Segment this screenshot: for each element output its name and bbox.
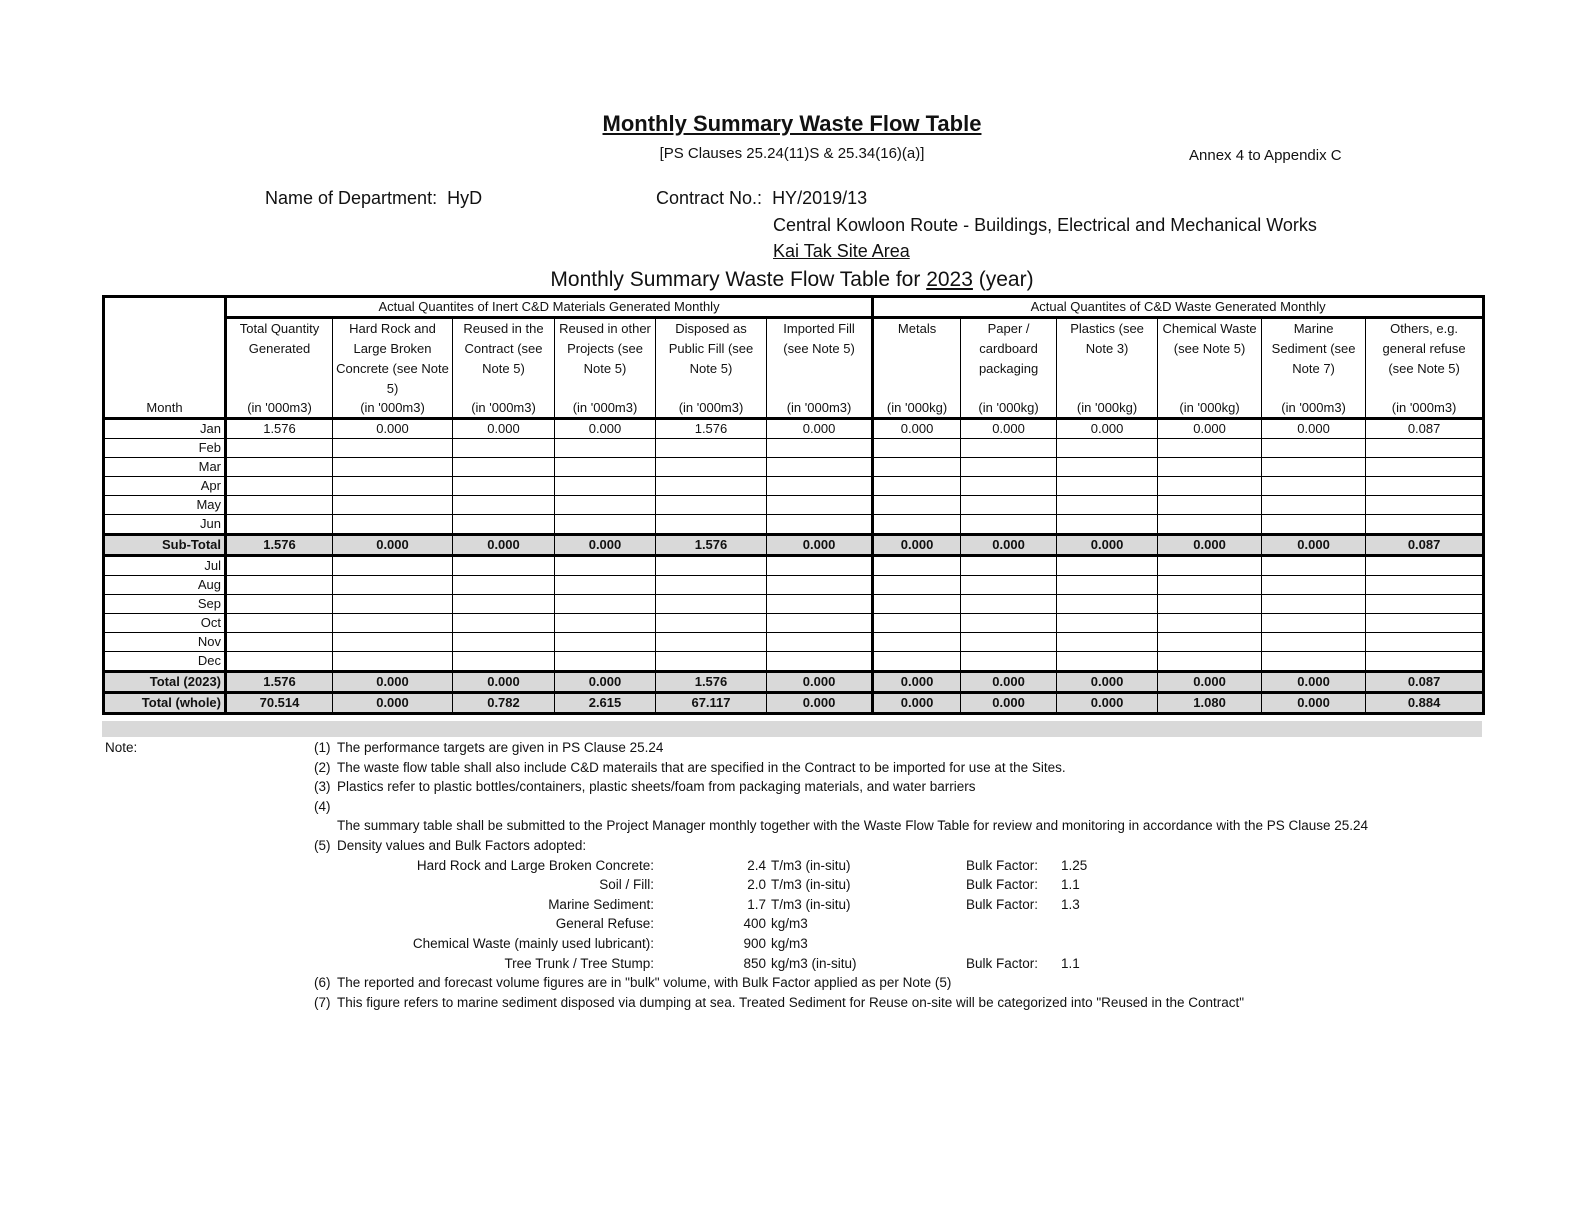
value-cell: 0.000 xyxy=(961,419,1057,439)
month-cell: Aug xyxy=(104,576,226,595)
column-header: Total Quantity Generated xyxy=(226,318,333,400)
note-text: Density values and Bulk Factors adopted: xyxy=(337,838,587,853)
value-cell xyxy=(1158,576,1262,595)
density-label: Chemical Waste (mainly used lubricant): xyxy=(412,936,654,951)
table-title-prefix: Monthly Summary Waste Flow Table for xyxy=(550,268,921,291)
value-cell: 0.000 xyxy=(333,419,453,439)
value-cell xyxy=(1366,458,1484,477)
column-unit: (in '000kg) xyxy=(961,399,1057,419)
note-number: (1) xyxy=(314,740,331,755)
value-cell: 0.087 xyxy=(1366,672,1484,693)
value-cell xyxy=(873,458,961,477)
value-cell: 1.080 xyxy=(1158,693,1262,714)
value-cell: 0.000 xyxy=(767,672,873,693)
month-cell: Oct xyxy=(104,614,226,633)
value-cell xyxy=(555,439,656,458)
column-header: Others, e.g. general refuse (see Note 5) xyxy=(1366,318,1484,400)
value-cell xyxy=(1262,515,1366,535)
month-cell: Jul xyxy=(104,556,226,576)
density-label: Tree Trunk / Tree Stump: xyxy=(504,955,654,971)
value-cell xyxy=(1057,652,1158,672)
value-cell xyxy=(1057,576,1158,595)
value-cell xyxy=(961,477,1057,496)
month-cell: Total (whole) xyxy=(104,693,226,714)
value-cell xyxy=(226,515,333,535)
column-unit: (in '000m3) xyxy=(453,399,555,419)
density-label: Hard Rock and Large Broken Concrete: xyxy=(416,857,654,873)
note-text: The reported and forecast volume figures are in "bulk" volume, with Bulk Factor applied as per Note (5) xyxy=(337,975,952,991)
waste-flow-table xyxy=(102,295,1485,715)
density-label: Marine Sediment: xyxy=(548,896,654,912)
value-cell xyxy=(1158,633,1262,652)
table-row xyxy=(104,496,1484,515)
value-cell xyxy=(1366,439,1484,458)
month-cell: Nov xyxy=(104,633,226,652)
value-cell xyxy=(1057,556,1158,576)
density-value: 2.4 xyxy=(747,857,766,873)
value-cell: 2.615 xyxy=(555,693,656,714)
value-cell xyxy=(961,515,1057,535)
table-row xyxy=(104,477,1484,496)
bulk-factor-label: Bulk Factor: xyxy=(966,955,1039,971)
month-cell: Sub-Total xyxy=(104,535,226,556)
value-cell: 1.576 xyxy=(656,672,767,693)
value-cell: 0.000 xyxy=(555,419,656,439)
value-cell: 0.000 xyxy=(873,693,961,714)
month-cell: Jun xyxy=(104,515,226,535)
value-cell xyxy=(453,439,555,458)
department xyxy=(265,188,482,209)
value-cell xyxy=(226,477,333,496)
value-cell xyxy=(1366,576,1484,595)
bulk-factor-label: Bulk Factor: xyxy=(966,896,1039,912)
note-text: The performance targets are given in PS Clause 25.24 xyxy=(337,740,664,755)
value-cell xyxy=(1158,652,1262,672)
value-cell xyxy=(656,576,767,595)
value-cell xyxy=(226,633,333,652)
month-cell: Sep xyxy=(104,595,226,614)
column-header: Reused in the Contract (see Note 5) xyxy=(453,318,555,400)
value-cell xyxy=(555,595,656,614)
density-unit: T/m3 (in-situ) xyxy=(771,857,851,873)
value-cell xyxy=(226,439,333,458)
value-cell xyxy=(555,496,656,515)
note-number: (7) xyxy=(314,994,331,1010)
table-row xyxy=(104,576,1484,595)
column-header: Disposed as Public Fill (see Note 5) xyxy=(656,318,767,400)
group-header-row xyxy=(104,297,1484,318)
value-cell: 0.884 xyxy=(1366,693,1484,714)
value-cell xyxy=(1158,556,1262,576)
value-cell xyxy=(333,477,453,496)
value-cell xyxy=(333,576,453,595)
density-value: 400 xyxy=(743,916,766,932)
value-cell: 0.000 xyxy=(333,535,453,556)
value-cell xyxy=(656,496,767,515)
note-text: Plastics refer to plastic bottles/containers, plastic sheets/foam from packaging materials, and water barriers xyxy=(337,779,976,795)
value-cell xyxy=(1262,652,1366,672)
table-row xyxy=(104,419,1484,439)
note-text: The waste flow table shall also include C&D materails that are specified in the Contract to be imported for use at the Sites. xyxy=(337,759,1066,775)
column-unit: (in '000m3) xyxy=(656,399,767,419)
contract-label: Contract No.: xyxy=(656,188,763,208)
value-cell: 0.000 xyxy=(1158,535,1262,556)
value-cell: 0.000 xyxy=(1057,672,1158,693)
value-cell xyxy=(961,614,1057,633)
value-cell xyxy=(873,496,961,515)
value-cell xyxy=(1158,515,1262,535)
column-unit: (in '000m3) xyxy=(1262,399,1366,419)
value-cell: 0.782 xyxy=(453,693,555,714)
density-value: 850 xyxy=(743,955,766,971)
value-cell xyxy=(1366,477,1484,496)
table-row xyxy=(104,633,1484,652)
project-name: Central Kowloon Route - Buildings, Electrical and Mechanical Works xyxy=(773,215,1317,235)
value-cell xyxy=(226,652,333,672)
table-row xyxy=(104,458,1484,477)
value-cell xyxy=(555,458,656,477)
value-cell: 0.087 xyxy=(1366,419,1484,439)
value-cell xyxy=(453,496,555,515)
value-cell xyxy=(1158,595,1262,614)
value-cell xyxy=(656,515,767,535)
density-unit: kg/m3 xyxy=(771,916,808,932)
value-cell xyxy=(767,652,873,672)
value-cell xyxy=(1057,614,1158,633)
value-cell xyxy=(961,633,1057,652)
column-unit: (in '000m3) xyxy=(333,399,453,419)
value-cell xyxy=(1262,633,1366,652)
value-cell xyxy=(873,652,961,672)
value-cell xyxy=(1057,458,1158,477)
value-cell xyxy=(1158,477,1262,496)
table-row xyxy=(104,652,1484,672)
value-cell xyxy=(453,614,555,633)
value-cell xyxy=(333,652,453,672)
value-cell xyxy=(1366,652,1484,672)
value-cell xyxy=(333,515,453,535)
note-number: (6) xyxy=(314,975,331,991)
value-cell: 0.000 xyxy=(1262,693,1366,714)
value-cell xyxy=(767,496,873,515)
bulk-factor-value: 1.1 xyxy=(1061,955,1080,971)
value-cell xyxy=(453,595,555,614)
value-cell xyxy=(873,576,961,595)
value-cell: 0.000 xyxy=(961,535,1057,556)
bulk-factor-value: 1.3 xyxy=(1061,896,1080,912)
column-header: Marine Sediment (see Note 7) xyxy=(1262,318,1366,400)
value-cell xyxy=(1262,496,1366,515)
value-cell xyxy=(873,595,961,614)
value-cell xyxy=(1366,595,1484,614)
column-unit: (in '000kg) xyxy=(873,399,961,419)
value-cell xyxy=(767,477,873,496)
value-cell xyxy=(1057,439,1158,458)
value-cell xyxy=(1262,439,1366,458)
total-row xyxy=(104,693,1484,714)
value-cell xyxy=(767,633,873,652)
value-cell xyxy=(333,595,453,614)
table-title xyxy=(0,268,1584,292)
density-label: General Refuse: xyxy=(555,916,654,932)
notes-label: Note: xyxy=(105,740,138,755)
value-cell: 0.000 xyxy=(1057,419,1158,439)
value-cell xyxy=(1158,496,1262,515)
table-row xyxy=(104,614,1484,633)
month-header: Month xyxy=(104,297,226,419)
value-cell xyxy=(1057,496,1158,515)
value-cell xyxy=(1262,595,1366,614)
site-area: Kai Tak Site Area xyxy=(773,241,910,261)
value-cell xyxy=(1262,556,1366,576)
value-cell: 0.000 xyxy=(1057,535,1158,556)
value-cell xyxy=(873,556,961,576)
value-cell xyxy=(656,595,767,614)
value-cell xyxy=(453,556,555,576)
total-row xyxy=(104,535,1484,556)
value-cell xyxy=(555,515,656,535)
value-cell: 0.000 xyxy=(873,672,961,693)
value-cell xyxy=(1057,633,1158,652)
value-cell: 0.000 xyxy=(1057,693,1158,714)
value-cell xyxy=(873,633,961,652)
value-cell xyxy=(767,614,873,633)
bulk-factor-value: 1.1 xyxy=(1061,877,1080,893)
table-row xyxy=(104,439,1484,458)
column-unit: (in '000kg) xyxy=(1158,399,1262,419)
value-cell xyxy=(961,458,1057,477)
value-cell: 0.000 xyxy=(873,419,961,439)
value-cell: 1.576 xyxy=(226,419,333,439)
month-cell: Jan xyxy=(104,419,226,439)
page-title: Monthly Summary Waste Flow Table xyxy=(602,111,982,136)
value-cell xyxy=(453,652,555,672)
density-value: 900 xyxy=(743,936,766,951)
value-cell xyxy=(961,652,1057,672)
density-unit: T/m3 (in-situ) xyxy=(771,896,851,912)
value-cell: 0.000 xyxy=(767,535,873,556)
bulk-factor-label: Bulk Factor: xyxy=(966,877,1039,893)
value-cell xyxy=(767,439,873,458)
value-cell xyxy=(656,633,767,652)
value-cell xyxy=(555,633,656,652)
value-cell xyxy=(767,556,873,576)
value-cell xyxy=(226,556,333,576)
value-cell: 0.000 xyxy=(555,672,656,693)
note-number: (4) xyxy=(314,798,331,814)
value-cell xyxy=(555,652,656,672)
note-text: This figure refers to marine sediment disposed via dumping at sea. Treated Sediment for Reuse on-site will be categorized into "Reused in the Contract" xyxy=(337,994,1245,1010)
value-cell xyxy=(961,556,1057,576)
value-cell: 0.000 xyxy=(555,535,656,556)
column-header: Reused in other Projects (see Note 5) xyxy=(555,318,656,400)
note-number: (3) xyxy=(314,779,331,795)
value-cell xyxy=(1057,477,1158,496)
value-cell xyxy=(961,595,1057,614)
bulk-factor-value: 1.25 xyxy=(1061,857,1088,873)
column-header: Hard Rock and Large Broken Concrete (see Note 5) xyxy=(333,318,453,400)
value-cell: 0.087 xyxy=(1366,535,1484,556)
value-cell: 67.117 xyxy=(656,693,767,714)
value-cell: 0.000 xyxy=(1158,672,1262,693)
value-cell xyxy=(555,477,656,496)
group-inert-header: Actual Quantites of Inert C&D Materials Generated Monthly xyxy=(226,297,873,318)
value-cell xyxy=(1057,595,1158,614)
value-cell xyxy=(1262,458,1366,477)
value-cell: 1.576 xyxy=(656,419,767,439)
bulk-factor-label: Bulk Factor: xyxy=(966,857,1039,873)
column-header: Metals xyxy=(873,318,961,400)
value-cell xyxy=(656,477,767,496)
value-cell xyxy=(961,576,1057,595)
value-cell xyxy=(873,477,961,496)
table-title-year: 2023 xyxy=(926,268,973,291)
value-cell: 0.000 xyxy=(767,419,873,439)
value-cell: 1.576 xyxy=(656,535,767,556)
table-footer-bar xyxy=(102,721,1482,737)
column-header: Plastics (see Note 3) xyxy=(1057,318,1158,400)
table-row xyxy=(104,595,1484,614)
value-cell xyxy=(1366,496,1484,515)
value-cell xyxy=(555,576,656,595)
value-cell xyxy=(767,458,873,477)
value-cell xyxy=(656,556,767,576)
value-cell: 0.000 xyxy=(453,419,555,439)
value-cell xyxy=(226,496,333,515)
value-cell: 70.514 xyxy=(226,693,333,714)
value-cell xyxy=(1158,458,1262,477)
value-cell: 0.000 xyxy=(767,693,873,714)
value-cell xyxy=(453,515,555,535)
column-unit: (in '000m3) xyxy=(555,399,656,419)
value-cell xyxy=(453,576,555,595)
note-number: (5) xyxy=(314,838,331,853)
value-cell xyxy=(873,614,961,633)
value-cell: 0.000 xyxy=(453,672,555,693)
month-cell: Dec xyxy=(104,652,226,672)
column-header-row xyxy=(104,318,1484,400)
note-text: The summary table shall be submitted to the Project Manager monthly together with the Waste Flow Table for review and monitoring in accordance with the PS Clause 25.24 xyxy=(337,818,1369,834)
value-cell xyxy=(873,515,961,535)
value-cell xyxy=(226,595,333,614)
department-label: Name of Department: xyxy=(265,188,438,208)
value-cell xyxy=(1366,556,1484,576)
density-unit: kg/m3 (in-situ) xyxy=(771,955,857,971)
column-unit: (in '000kg) xyxy=(1057,399,1158,419)
value-cell xyxy=(453,458,555,477)
value-cell: 0.000 xyxy=(453,535,555,556)
density-value: 1.7 xyxy=(747,896,766,912)
value-cell: 1.576 xyxy=(226,535,333,556)
department-value: HyD xyxy=(447,188,483,208)
value-cell: 0.000 xyxy=(961,672,1057,693)
value-cell xyxy=(453,633,555,652)
value-cell: 0.000 xyxy=(961,693,1057,714)
value-cell xyxy=(226,576,333,595)
value-cell: 0.000 xyxy=(1158,419,1262,439)
unit-row xyxy=(104,399,1484,419)
density-label: Soil / Fill: xyxy=(599,877,654,893)
value-cell xyxy=(453,477,555,496)
value-cell xyxy=(1366,614,1484,633)
value-cell xyxy=(656,458,767,477)
month-cell: May xyxy=(104,496,226,515)
column-unit: (in '000m3) xyxy=(226,399,333,419)
value-cell: 0.000 xyxy=(1262,419,1366,439)
value-cell xyxy=(767,576,873,595)
value-cell xyxy=(555,614,656,633)
group-waste-header: Actual Quantites of C&D Waste Generated Monthly xyxy=(873,297,1484,318)
value-cell xyxy=(333,439,453,458)
value-cell xyxy=(1158,614,1262,633)
value-cell xyxy=(656,652,767,672)
density-unit: T/m3 (in-situ) xyxy=(771,877,851,893)
clauses-subtitle: [PS Clauses 25.24(11)S & 25.34(16)(a)] xyxy=(659,145,925,162)
value-cell: 0.000 xyxy=(333,693,453,714)
total-row xyxy=(104,672,1484,693)
month-cell: Mar xyxy=(104,458,226,477)
contract-value: HY/2019/13 xyxy=(772,188,868,208)
value-cell: 0.000 xyxy=(1262,672,1366,693)
table-row xyxy=(104,556,1484,576)
note-number: (2) xyxy=(314,759,331,775)
value-cell xyxy=(1262,614,1366,633)
value-cell xyxy=(961,439,1057,458)
table-row xyxy=(104,515,1484,535)
value-cell xyxy=(1262,576,1366,595)
value-cell: 1.576 xyxy=(226,672,333,693)
table-title-suffix: (year) xyxy=(978,268,1034,291)
value-cell xyxy=(333,633,453,652)
value-cell: 0.000 xyxy=(333,672,453,693)
value-cell xyxy=(767,595,873,614)
value-cell xyxy=(1262,477,1366,496)
column-unit: (in '000m3) xyxy=(767,399,873,419)
month-cell: Feb xyxy=(104,439,226,458)
value-cell xyxy=(1158,439,1262,458)
month-cell: Apr xyxy=(104,477,226,496)
column-header: Imported Fill (see Note 5) xyxy=(767,318,873,400)
contract xyxy=(656,188,867,209)
month-cell: Total (2023) xyxy=(104,672,226,693)
value-cell xyxy=(656,439,767,458)
value-cell xyxy=(767,515,873,535)
value-cell: 0.000 xyxy=(1262,535,1366,556)
value-cell xyxy=(1366,515,1484,535)
value-cell xyxy=(873,439,961,458)
column-header: Chemical Waste (see Note 5) xyxy=(1158,318,1262,400)
value-cell xyxy=(961,496,1057,515)
column-unit: (in '000m3) xyxy=(1366,399,1484,419)
value-cell xyxy=(555,556,656,576)
value-cell xyxy=(656,614,767,633)
value-cell: 0.000 xyxy=(873,535,961,556)
value-cell xyxy=(1366,633,1484,652)
value-cell xyxy=(333,614,453,633)
density-unit: kg/m3 xyxy=(771,936,808,951)
value-cell xyxy=(226,614,333,633)
value-cell xyxy=(333,458,453,477)
annex-label: Annex 4 to Appendix C xyxy=(1189,147,1342,164)
value-cell xyxy=(1057,515,1158,535)
value-cell xyxy=(333,496,453,515)
value-cell xyxy=(333,556,453,576)
value-cell xyxy=(226,458,333,477)
column-header: Paper / cardboard packaging xyxy=(961,318,1057,400)
density-value: 2.0 xyxy=(747,877,766,893)
